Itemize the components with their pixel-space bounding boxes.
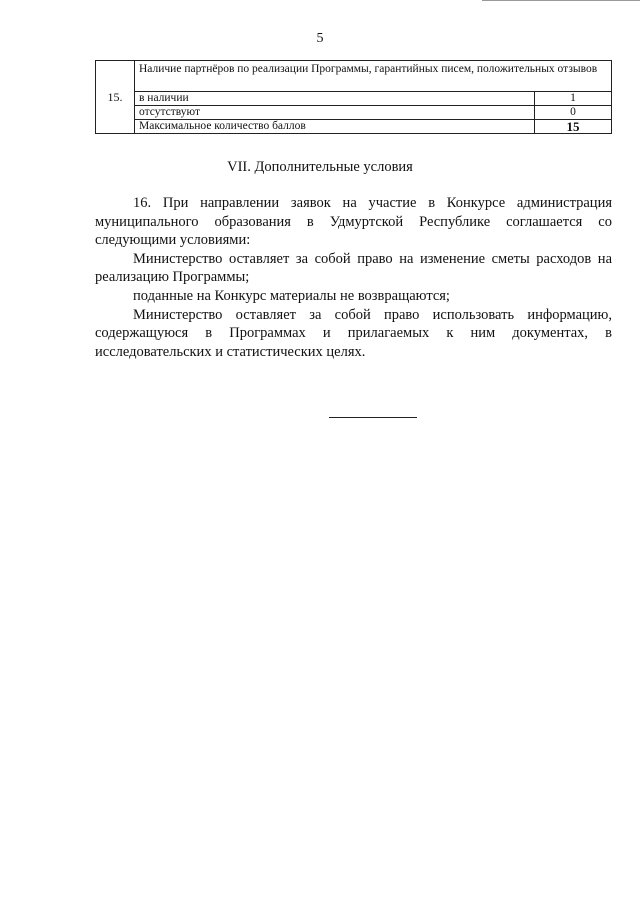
total-label: Максимальное количество баллов [135,120,535,134]
top-rule [482,0,640,1]
section-title: VII. Дополнительные условия [227,159,413,175]
end-rule [329,417,417,418]
total-score: 15 [535,120,612,134]
table-row [96,61,612,92]
paragraph: поданные на Конкурс материалы не возвращаются; [133,287,450,304]
paragraph: Министерство оставляет за собой право использовать информацию, содержащуюся в Программах и прилагаемых к ним документах, в исследовательских и статистических целях. [95,306,612,360]
table-row [96,120,612,134]
table-row [96,92,612,106]
criteria-table [95,60,612,134]
criterion-text: Наличие партнёров по реализации Программы, гарантийных писем, положительных отзывов [135,61,612,92]
table-row [96,106,612,120]
option-label: отсутствуют [135,106,535,120]
option-score: 1 [535,92,612,106]
row-number: 15. [96,61,135,134]
page-number: 5 [316,31,324,46]
paragraph: 16. При направлении заявок на участие в Конкурсе администрация муниципального образования в Удмуртской Республике соглашается со следующими условиями: [95,195,612,249]
option-score: 0 [535,106,612,120]
paragraph: Министерство оставляет за собой право на изменение сметы расходов на реализацию Программы; [95,250,612,286]
body-text [95,194,612,361]
option-label: в наличии [135,92,535,106]
